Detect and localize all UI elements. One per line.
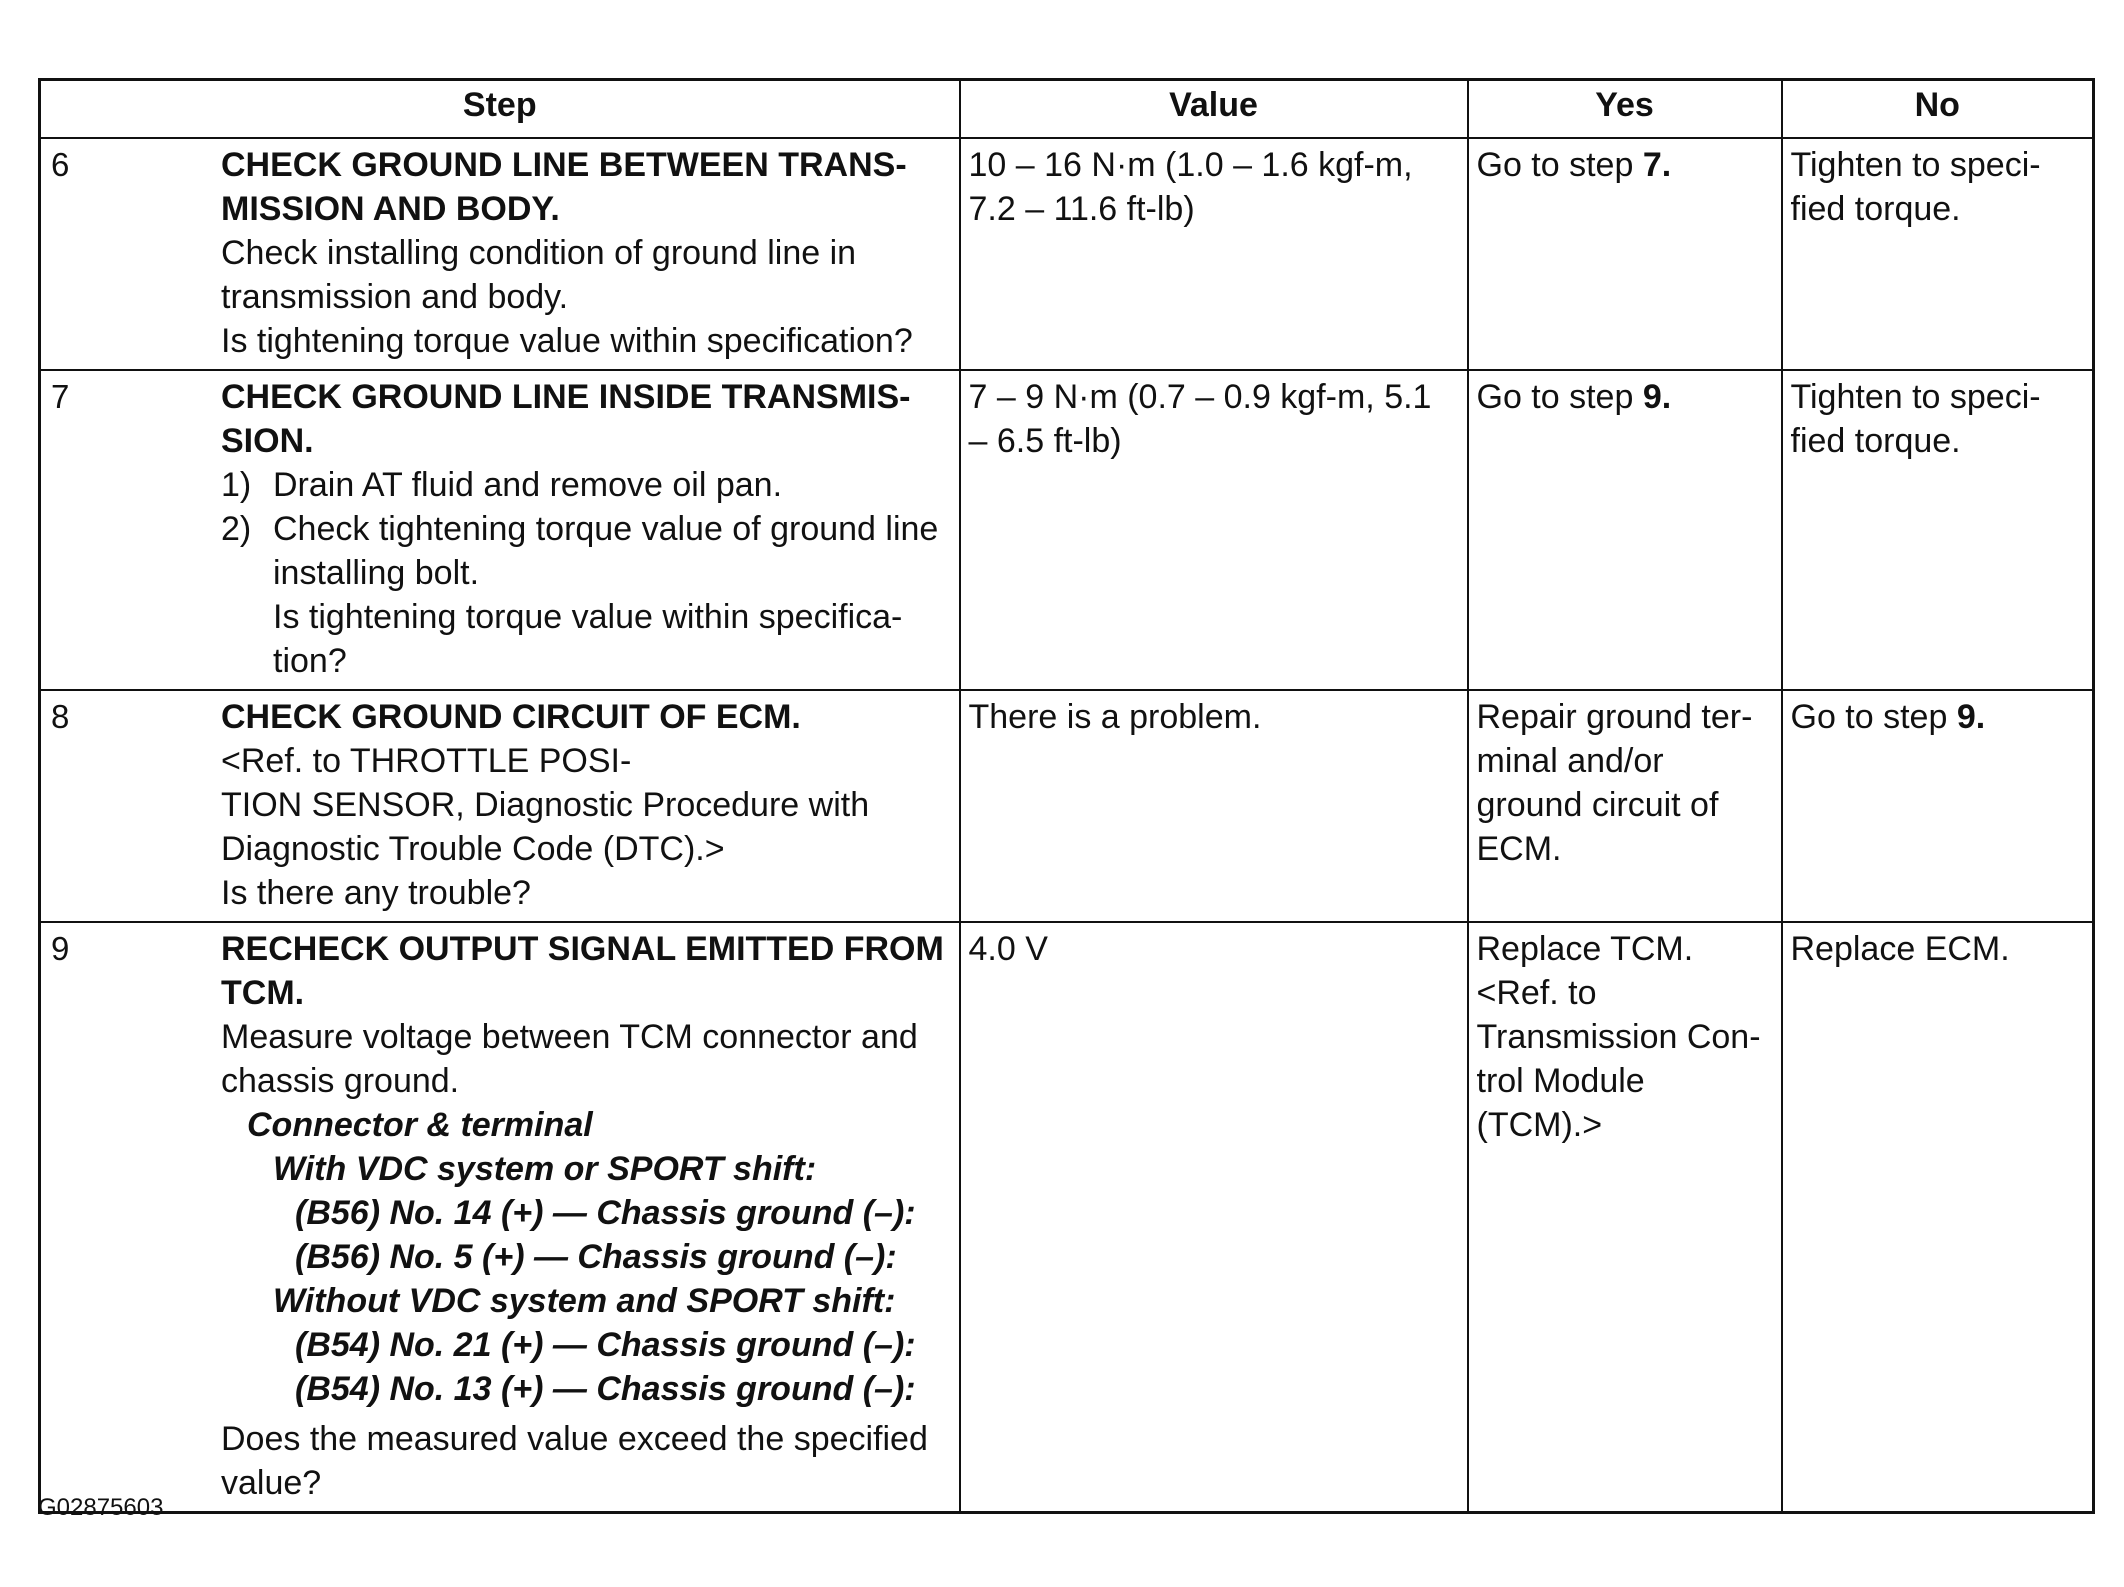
no-cell: Replace ECM. [1782, 922, 2094, 1513]
terminal-item: (B54) No. 13 (+) — Chassis ground (–): [295, 1370, 916, 1408]
step-text: Measure voltage between TCM connector and chassis ground. [221, 1018, 918, 1100]
no-cell [1782, 690, 2094, 922]
step-reference: <Ref. to THROTTLE POSI- [221, 742, 632, 780]
step-title: CHECK GROUND LINE INSIDE TRANSMIS-SION. [221, 378, 911, 460]
yes-text: Go to step [1476, 146, 1643, 184]
step-title: CHECK GROUND LINE BETWEEN TRANS-MISSION AND BODY. [221, 146, 907, 228]
yes-step-ref: 7. [1642, 146, 1672, 184]
yes-cell [1468, 370, 1782, 690]
header-yes: Yes [1468, 80, 1782, 139]
with-vdc-heading: With VDC system or SPORT shift: [273, 1150, 817, 1188]
step-cell [40, 922, 960, 1513]
no-cell: Tighten to speci-fied torque. [1782, 138, 2094, 370]
list-item-number: 1) [221, 466, 252, 504]
step-number: 6 [51, 146, 70, 183]
value-cell: 4.0 V [960, 922, 1468, 1513]
list-item [221, 507, 945, 595]
step-question: Is tightening torque value within specifica-tion? [273, 598, 903, 680]
step-cell [40, 138, 960, 370]
value-cell: 10 – 16 N·m (1.0 – 1.6 kgf-m, 7.2 – 11.6 ft-lb) [960, 138, 1468, 370]
list-item-number: 2) [221, 510, 252, 548]
step-number: 7 [51, 378, 70, 415]
step-title: RECHECK OUTPUT SIGNAL EMITTED FROM TCM. [221, 930, 944, 1012]
step-question: Is tightening torque value within specification? [221, 322, 913, 360]
step-reference-continued: TION SENSOR, Diagnostic Procedure with Diagnostic Trouble Code (DTC).> [221, 786, 870, 868]
without-vdc-heading: Without VDC system and SPORT shift: [273, 1282, 896, 1320]
header-value: Value [960, 80, 1468, 139]
yes-cell [1468, 138, 1782, 370]
step-cell [40, 690, 960, 922]
no-text: Go to step [1790, 698, 1957, 736]
step-text: Check installing condition of ground line in transmission and body. [221, 234, 857, 316]
step-title: CHECK GROUND CIRCUIT OF ECM. [221, 698, 801, 736]
step-question: Does the measured value exceed the specified value? [221, 1420, 928, 1502]
table-row [40, 922, 2094, 1513]
table-header-row [40, 80, 2094, 139]
yes-cell: Repair ground ter-minal and/or ground circuit of ECM. [1468, 690, 1782, 922]
table-row [40, 370, 2094, 690]
document-id: G02875603 [38, 1494, 164, 1521]
list-item [221, 463, 945, 507]
connector-terminal-heading: Connector & terminal [247, 1106, 593, 1144]
header-no: No [1782, 80, 2094, 139]
terminal-item: (B56) No. 5 (+) — Chassis ground (–): [295, 1238, 897, 1276]
table-row [40, 690, 2094, 922]
list-item-text: Drain AT fluid and remove oil pan. [273, 466, 783, 504]
value-cell: There is a problem. [960, 690, 1468, 922]
table-row [40, 138, 2094, 370]
yes-text: Go to step [1476, 378, 1643, 416]
terminal-item: (B54) No. 21 (+) — Chassis ground (–): [295, 1326, 916, 1364]
yes-cell: Replace TCM. <Ref. to Transmission Con-trol Module (TCM).> [1468, 922, 1782, 1513]
step-question: Is there any trouble? [221, 874, 531, 912]
no-step-ref: 9. [1956, 698, 1986, 736]
header-step: Step [40, 80, 960, 139]
diagnostic-procedure-table [38, 78, 2095, 1514]
step-number: 9 [51, 930, 70, 967]
value-cell: 7 – 9 N·m (0.7 – 0.9 kgf-m, 5.1 – 6.5 ft-lb) [960, 370, 1468, 690]
diagnostic-table-sheet [38, 78, 2092, 1514]
yes-step-ref: 9. [1642, 378, 1672, 416]
terminal-item: (B56) No. 14 (+) — Chassis ground (–): [295, 1194, 916, 1232]
step-cell [40, 370, 960, 690]
no-cell: Tighten to speci-fied torque. [1782, 370, 2094, 690]
list-item-text: Check tightening torque value of ground line installing bolt. [273, 510, 939, 592]
step-number: 8 [51, 698, 70, 735]
